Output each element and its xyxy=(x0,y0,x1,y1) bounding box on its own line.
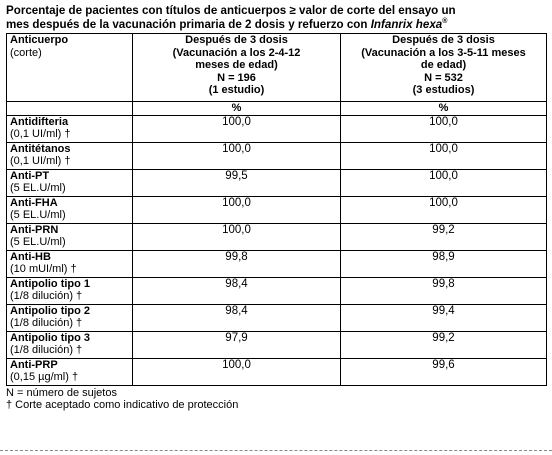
group-2-value: 99,2 xyxy=(341,331,547,358)
antibody-name: Antitétanos xyxy=(10,142,71,155)
antibody-cell xyxy=(7,358,133,385)
table-row xyxy=(7,142,547,169)
group-1-value: 100,0 xyxy=(133,142,341,169)
group-2-value: 99,4 xyxy=(341,304,547,331)
unit-row xyxy=(7,102,547,116)
antibody-cutoff: (0,1 UI/ml) † xyxy=(10,155,71,167)
table-row xyxy=(7,331,547,358)
group-2-value: 100,0 xyxy=(341,196,547,223)
antibody-cutoff: (1/8 dilución) † xyxy=(10,317,83,329)
caption-line-2 xyxy=(6,18,546,32)
caption-line-2-text: mes después de la vacunación primaria de 2 dosis y refuerzo con xyxy=(6,18,371,31)
group-1-value: 100,0 xyxy=(133,223,341,250)
group-2-value: 100,0 xyxy=(341,115,547,142)
unit-cell-0 xyxy=(7,102,133,116)
antibody-name: Antidifteria xyxy=(10,115,69,128)
antibody-cell xyxy=(7,115,133,142)
antibody-name: Anti-FHA xyxy=(10,196,58,209)
header-group-1: Después de 3 dosis (Vacunación a los 2-4-12 meses de edad) N = 196 (1 estudio) xyxy=(133,34,341,102)
table-row xyxy=(7,358,547,385)
registered-mark: ® xyxy=(442,18,448,26)
group-1-value: 99,5 xyxy=(133,169,341,196)
group-1-value: 98,4 xyxy=(133,277,341,304)
table-row xyxy=(7,277,547,304)
header-group-2: Después de 3 dosis (Vacunación a los 3-5-11 meses de edad) N = 532 (3 estudios) xyxy=(341,34,547,102)
antibody-name: Anti-HB xyxy=(10,250,51,263)
antibody-cutoff: (5 EL.U/ml) xyxy=(10,209,66,221)
group-2-value: 99,2 xyxy=(341,223,547,250)
header-antibody: Anticuerpo (corte) xyxy=(7,34,133,102)
antibody-name: Anti-PT xyxy=(10,169,50,182)
header-row xyxy=(7,34,547,102)
table-row xyxy=(7,115,547,142)
antibody-cell xyxy=(7,304,133,331)
table-row xyxy=(7,196,547,223)
table-row xyxy=(7,169,547,196)
antibody-cutoff: (5 EL.U/ml) xyxy=(10,236,66,248)
footnote-dagger: † Corte aceptado como indicativo de protección xyxy=(6,399,239,411)
brand-name: Infanrix hexa xyxy=(370,18,443,31)
antibody-name: Antipolio tipo 3 xyxy=(10,331,91,344)
results-table xyxy=(6,33,547,386)
group-1-value: 100,0 xyxy=(133,115,341,142)
antibody-name: Anti-PRN xyxy=(10,223,59,236)
antibody-cell xyxy=(7,169,133,196)
antibody-cutoff: (1/8 dilución) † xyxy=(10,344,83,356)
group-1-value: 98,4 xyxy=(133,304,341,331)
antibody-name: Anti-PRP xyxy=(10,358,58,371)
antibody-cell xyxy=(7,223,133,250)
antibody-cell xyxy=(7,250,133,277)
results-body xyxy=(7,115,547,385)
group-1-value: 97,9 xyxy=(133,331,341,358)
group-1-value: 100,0 xyxy=(133,358,341,385)
table-row xyxy=(7,250,547,277)
footnote-n: N = número de sujetos xyxy=(6,386,117,399)
table-row xyxy=(7,304,547,331)
antibody-name: Antipolio tipo 2 xyxy=(10,304,91,317)
antibody-cell xyxy=(7,142,133,169)
document-page xyxy=(6,0,546,412)
caption-line-1: Porcentaje de pacientes con títulos de anticuerpos ≥ valor de corte del ensayo un xyxy=(6,4,456,17)
unit-cell-2: % xyxy=(341,102,547,116)
group-1-value: 99,8 xyxy=(133,250,341,277)
antibody-name: Antipolio tipo 1 xyxy=(10,277,91,290)
group-2-value: 99,8 xyxy=(341,277,547,304)
antibody-cutoff: (0,1 UI/ml) † xyxy=(10,128,71,140)
antibody-cutoff: (5 EL.U/ml) xyxy=(10,182,66,194)
group-2-value: 100,0 xyxy=(341,169,547,196)
unit-cell-1: % xyxy=(133,102,341,116)
antibody-cutoff: (1/8 dilución) † xyxy=(10,290,83,302)
page-edge-rule xyxy=(0,450,552,451)
group-2-value: 99,6 xyxy=(341,358,547,385)
table-caption xyxy=(6,0,546,32)
group-1-value: 100,0 xyxy=(133,196,341,223)
antibody-cutoff: (0,15 µg/ml) † xyxy=(10,371,79,383)
antibody-cell xyxy=(7,277,133,304)
antibody-cell xyxy=(7,196,133,223)
table-row xyxy=(7,223,547,250)
antibody-cell xyxy=(7,331,133,358)
footnotes xyxy=(6,386,546,412)
antibody-cutoff: (10 mUI/ml) † xyxy=(10,263,77,275)
group-2-value: 98,9 xyxy=(341,250,547,277)
group-2-value: 100,0 xyxy=(341,142,547,169)
